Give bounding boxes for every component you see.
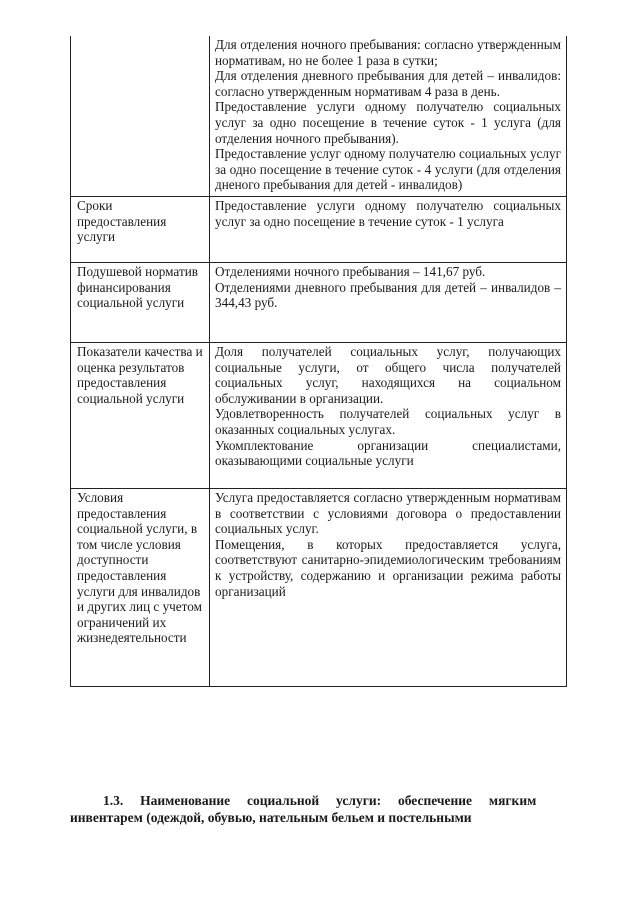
row-value (210, 488, 567, 686)
section-heading (70, 792, 585, 826)
paragraph: Предоставление услуги одному получателю социальных услуг за одно посещение в течение суток - 1 услуга (для отделения ночного пребывания). (215, 99, 561, 146)
heading-line: инвентарем (одеждой, обувью, нательным бельем и постельными (70, 810, 472, 825)
paragraph: Предоставление услуг одному получателю социальных услуг за одно посещение в течение суток - 4 услуги (для отделения дненого пребывания для детей - инвалидов) (215, 146, 561, 193)
row-value (210, 262, 567, 342)
row-value (210, 196, 567, 262)
paragraph: Услуга предоставляется согласно утвержденным нормативам в соответствии с условиями договора о предоставлении социальных услуг. (215, 489, 561, 537)
row-label: Подушевой норматив финансирования социальной услуги (71, 262, 210, 342)
paragraph: Удовлетворенность получателей социальных услуг в оказанных социальных услугах. (215, 406, 561, 437)
paragraph: Помещения, в которых предоставляется услуга, соответствуют санитарно-эпидемиологическим требованиям к устройству, содержанию и организации режима работы организаций (215, 536, 561, 599)
table-row (71, 196, 567, 262)
row-value (210, 36, 567, 196)
table-row (71, 36, 567, 196)
paragraph: Отделениями ночного пребывания – 141,67 руб. (215, 263, 486, 279)
row-label (71, 36, 210, 196)
table-row (71, 342, 567, 488)
row-value (210, 342, 567, 488)
paragraph: Отделениями дневного пребывания для детей – инвалидов –344,43 руб. (215, 279, 561, 311)
row-label: Условия предоставления социальной услуги, в том числе условия доступности предоставления услуги для инвалидов и других лиц с учетом ограничений их жизнедеятельности (71, 488, 210, 686)
paragraph: Для отделения ночного пребывания: согласно утвержденным нормативам, но не более 1 раза в сутки; (215, 37, 561, 68)
paragraph: Укомплектование организации специалистами, оказывающими социальные услуги (215, 437, 561, 469)
paragraph: Доля получателей социальных услуг, получающих социальные услуги, от общего числа получателей социальных услуг, находящихся на социальном обслуживании в организации. (215, 343, 561, 406)
paragraph: Для отделения дневного пребывания для детей – инвалидов: согласно утвержденным нормативам 4 раза в день. (215, 68, 561, 99)
row-label: Сроки предоставления услуги (71, 196, 210, 262)
table-row (71, 262, 567, 342)
table-row (71, 488, 567, 686)
heading-line: 1.3. Наименование социальной услуги: обеспечение мягким (103, 793, 537, 808)
paragraph: Предоставление услуги одному получателю социальных услуг за одно посещение в течение суток - 1 услуга (215, 197, 561, 229)
service-table (70, 36, 567, 687)
row-label: Показатели качества и оценка результатов предоставления социальной услуги (71, 342, 210, 488)
